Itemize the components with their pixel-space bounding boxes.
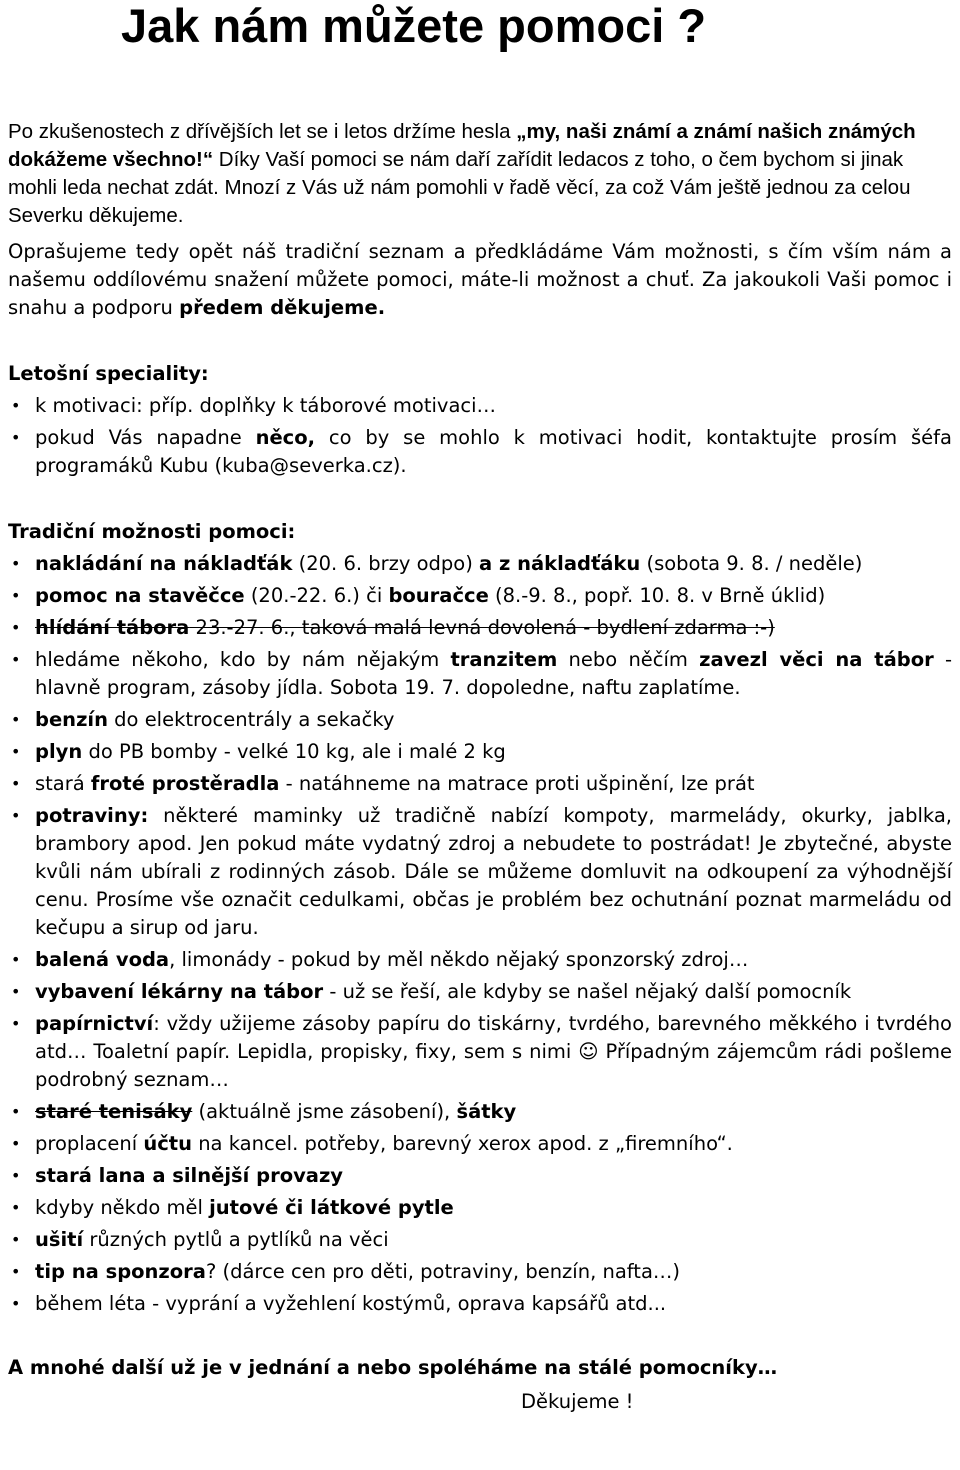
item-text: ? (dárce cen pro děti, potraviny, benzín, nafta…) [205,1260,680,1283]
item-bold-struck: staré tenisáky [35,1100,193,1123]
item-text: , limonády - pokud by měl někdo nějaký sponzorský zdroj… [169,948,749,971]
item-text: 23.-27. 6., taková malá levná dovolená - bydlení zdarma :-) [189,616,775,639]
list-item-struck [8,614,952,642]
intro-text-2: Díky Vaší pomoci se nám daří zařídit ledacos z toho, o čem bychom si jinak mohli leda nechat zdát. Mnozí z Vás už nám pomohli v řadě věcí, za což Vám ještě jednou za celou Severku děkujeme. [8,148,911,227]
item-text: (20.-22. 6.) či [244,584,389,607]
list-item [8,1130,952,1158]
item-bold: tip na sponzora [35,1260,206,1283]
intro-text-1: Po zkušenostech z dřívějších let se i letos držíme hesla [8,120,517,143]
list-item [8,646,952,702]
list-item [8,1010,952,1094]
item-bold: něco, [255,426,316,449]
traditional-list [8,550,952,1318]
item-text: nebo něčím [557,648,700,671]
list-item [8,1226,952,1254]
item-bold: zavezl věci na tábor [699,648,934,671]
thanks-in-advance: předem děkujeme. [179,296,386,319]
closing-line: A mnohé další už je v jednání a nebo spoléháme na stálé pomocníky… [8,1356,778,1379]
item-text: (20. 6. brzy odpo) [292,552,480,575]
item-text: do elektrocentrály a sekačky [107,708,395,731]
list-item [8,738,952,766]
item-bold: šátky [456,1100,517,1123]
item-text: - už se řeší, ale kdyby se našel nějaký další pomocník [323,980,852,1003]
thanks-line: Děkujeme ! [521,1390,634,1413]
item-bold: plyn [35,740,83,763]
list-item [8,582,952,610]
intro-paragraph [8,118,952,230]
document-page [8,0,952,1416]
item-text: během léta - vyprání a vyžehlení kostýmů, oprava kapsářů atd... [35,1292,667,1315]
item-text: různých pytlů a pytlíků na věci [83,1228,389,1251]
specials-list [8,392,952,480]
list-item [8,392,952,420]
item-bold: balená voda [35,948,170,971]
list-item [8,770,952,798]
item-text: (8.-9. 8., popř. 10. 8. v Brně úklid) [488,584,826,607]
list-item [8,1290,952,1318]
list-item [8,1258,952,1286]
item-text: : vždy užijeme zásoby papíru do tiskárny, tvrdého, barevného měkkého i tvrdého atd… Toaletní papír. Lepidla, propisky, fixy, sem s nimi ☺ Případným zájemcům rádi pošleme podrobný seznam… [35,1012,952,1091]
item-text: - natáhneme na matrace proti ušpinění, lze prát [279,772,755,795]
item-bold: benzín [35,708,108,731]
item-bold: stará lana a silnější provazy [35,1164,344,1187]
second-paragraph [8,238,952,322]
motto: „my, naši známí a známí našich známých dokážeme všechno!“ [8,120,916,171]
item-text: (aktuálně jsme zásobení), [192,1100,457,1123]
special-item-motivation: k motivaci: příp. doplňky k táborové motivaci… [35,394,497,417]
item-text: co by se mohlo k motivaci hodit, kontaktujte prosím šéfa programáků Kubu (kuba@severka.cz). [35,426,952,477]
item-bold: a z nákladťáku [479,552,641,575]
list-item [8,978,952,1006]
list-item [8,550,952,578]
list-item [8,1162,952,1190]
item-bold: tranzitem [450,648,558,671]
item-text: na kancel. potřeby, barevný xerox apod. z „firemního“. [192,1132,733,1155]
item-text: do PB bomby - velké 10 kg, ale i malé 2 kg [82,740,506,763]
item-bold: ušití [35,1228,84,1251]
item-bold: froté prostěradla [90,772,280,795]
item-bold: pomoc na stavěčce [35,584,245,607]
list-item [8,802,952,942]
item-bold: vybavení lékárny na tábor [35,980,324,1003]
list-item [8,706,952,734]
list-item [8,424,952,480]
item-bold: účtu [143,1132,192,1155]
item-text: kdyby někdo měl [35,1196,210,1219]
item-bold: hlídání tábora [35,616,190,639]
list-item [8,1098,952,1126]
list-item [8,1194,952,1222]
list-item [8,946,952,974]
traditional-heading: Tradiční možnosti pomoci: [8,520,296,543]
item-text: proplacení [35,1132,144,1155]
item-text: - hlavně program, zásoby jídla. Sobota 19. 7. dopoledne, naftu zaplatíme. [35,648,952,699]
item-bold: bouračce [388,584,489,607]
item-text: některé maminky už tradičně nabízí kompoty, marmelády, okurky, jablka, brambory apod. Jen pokud máte vydatný zdroj a nebudete to postrádat! Je zbytečné, abyste kvůli nám ubírali z rodinných zásob. Dále se můžeme domluvit na odkoupení za výhodnější cenu. Prosíme vše označit cedulkami, občas je problém bez ochutnání poznat marmeládu od kečupu a sirup od jaru. [35,804,952,939]
item-bold: jutové či látkové pytle [209,1196,454,1219]
specials-heading: Letošní speciality: [8,362,209,385]
item-bold: papírnictví [35,1012,154,1035]
item-bold: potraviny: [35,804,149,827]
item-bold: nakládání na nákladťák [35,552,293,575]
page-title: Jak nám můžete pomoci ? [121,0,707,52]
item-text: hledáme někoho, kdo by nám nějakým [35,648,451,671]
item-text: (sobota 9. 8. / neděle) [640,552,863,575]
item-text: stará [35,772,91,795]
item-text: pokud Vás napadne [35,426,256,449]
second-paragraph-text: Oprašujeme tedy opět náš tradiční seznam a předkládáme Vám možnosti, s čím vším nám a našemu oddílovému snažení můžete pomoci, máte-li možnost a chuť. Za jakoukoli Vaši pomoc i snahu a podporu [8,240,952,319]
